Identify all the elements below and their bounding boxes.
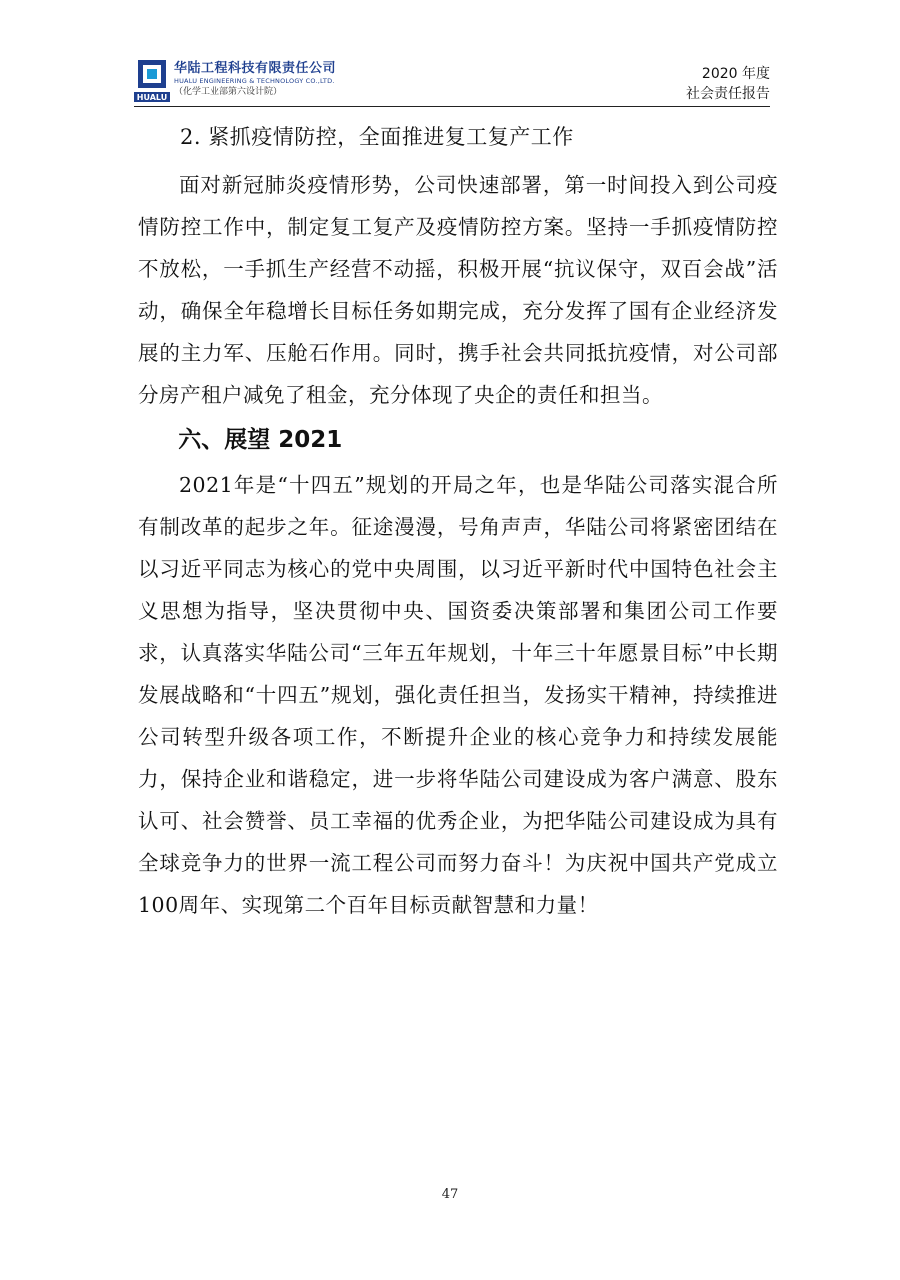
page-number: 47 [441, 1187, 459, 1202]
hualu-logo-icon [134, 58, 170, 102]
page-content [138, 116, 778, 926]
company-name-en: HUALU ENGINEERING & TECHNOLOGY CO.,LTD. [174, 77, 335, 85]
section-heading-outlook: 六、展望 2021 [178, 427, 343, 453]
subsection-heading: 2. 紧抓疫情防控，全面推进复工复产工作 [180, 125, 574, 149]
logo-wordmark: HUALU [136, 93, 168, 102]
paragraph-epidemic-control: 面对新冠肺炎疫情形势，公司快速部署，第一时间投入到公司疫情防控工作中，制定复工复产及疫情防控方案。坚持一手抓疫情防控不放松，一手抓生产经营不动摇，积极开展“抗议保守，双百会战”活动，确保全年稳增长目标任务如期完成，充分发挥了国有企业经济发展的主力军、压舱石作用。同时，携手社会共同抵抗疫情，对公司部分房产租户减免了租金，充分体现了央企的责任和担当。 [138, 173, 778, 407]
company-name-cn: 华陆工程科技有限责任公司 [174, 61, 337, 76]
report-year: 2020 年度 [701, 66, 770, 82]
report-label [686, 64, 770, 104]
page-header [134, 58, 770, 106]
company-name-block [174, 61, 336, 98]
report-title: 社会责任报告 [686, 86, 770, 102]
company-former-name: （化学工业部第六设计院） [174, 87, 283, 97]
paragraph-outlook-2021: 2021年是“十四五”规划的开局之年，也是华陆公司落实混合所有制改革的起步之年。征途漫漫，号角声声，华陆公司将紧密团结在以习近平同志为核心的党中央周围，以习近平新时代中国特色社会主义思想为指导，坚决贯彻中央、国资委决策部署和集团公司工作要求，认真落实华陆公司“三年五年规划，十年三十年愿景目标”中长期发展战略和“十四五”规划，强化责任担当，发扬实干精神，持续推进公司转型升级各项工作，不断提升企业的核心竞争力和持续发展能力，保持企业和谐稳定，进一步将华陆公司建设成为客户满意、股东认可、社会赞誉、员工幸福的优秀企业，为把华陆公司建设成为具有全球竞争力的世界一流工程公司而努力奋斗！为庆祝中国共产党成立100周年、实现第二个百年目标贡献智慧和力量！ [138, 473, 778, 917]
header-divider [134, 106, 770, 107]
